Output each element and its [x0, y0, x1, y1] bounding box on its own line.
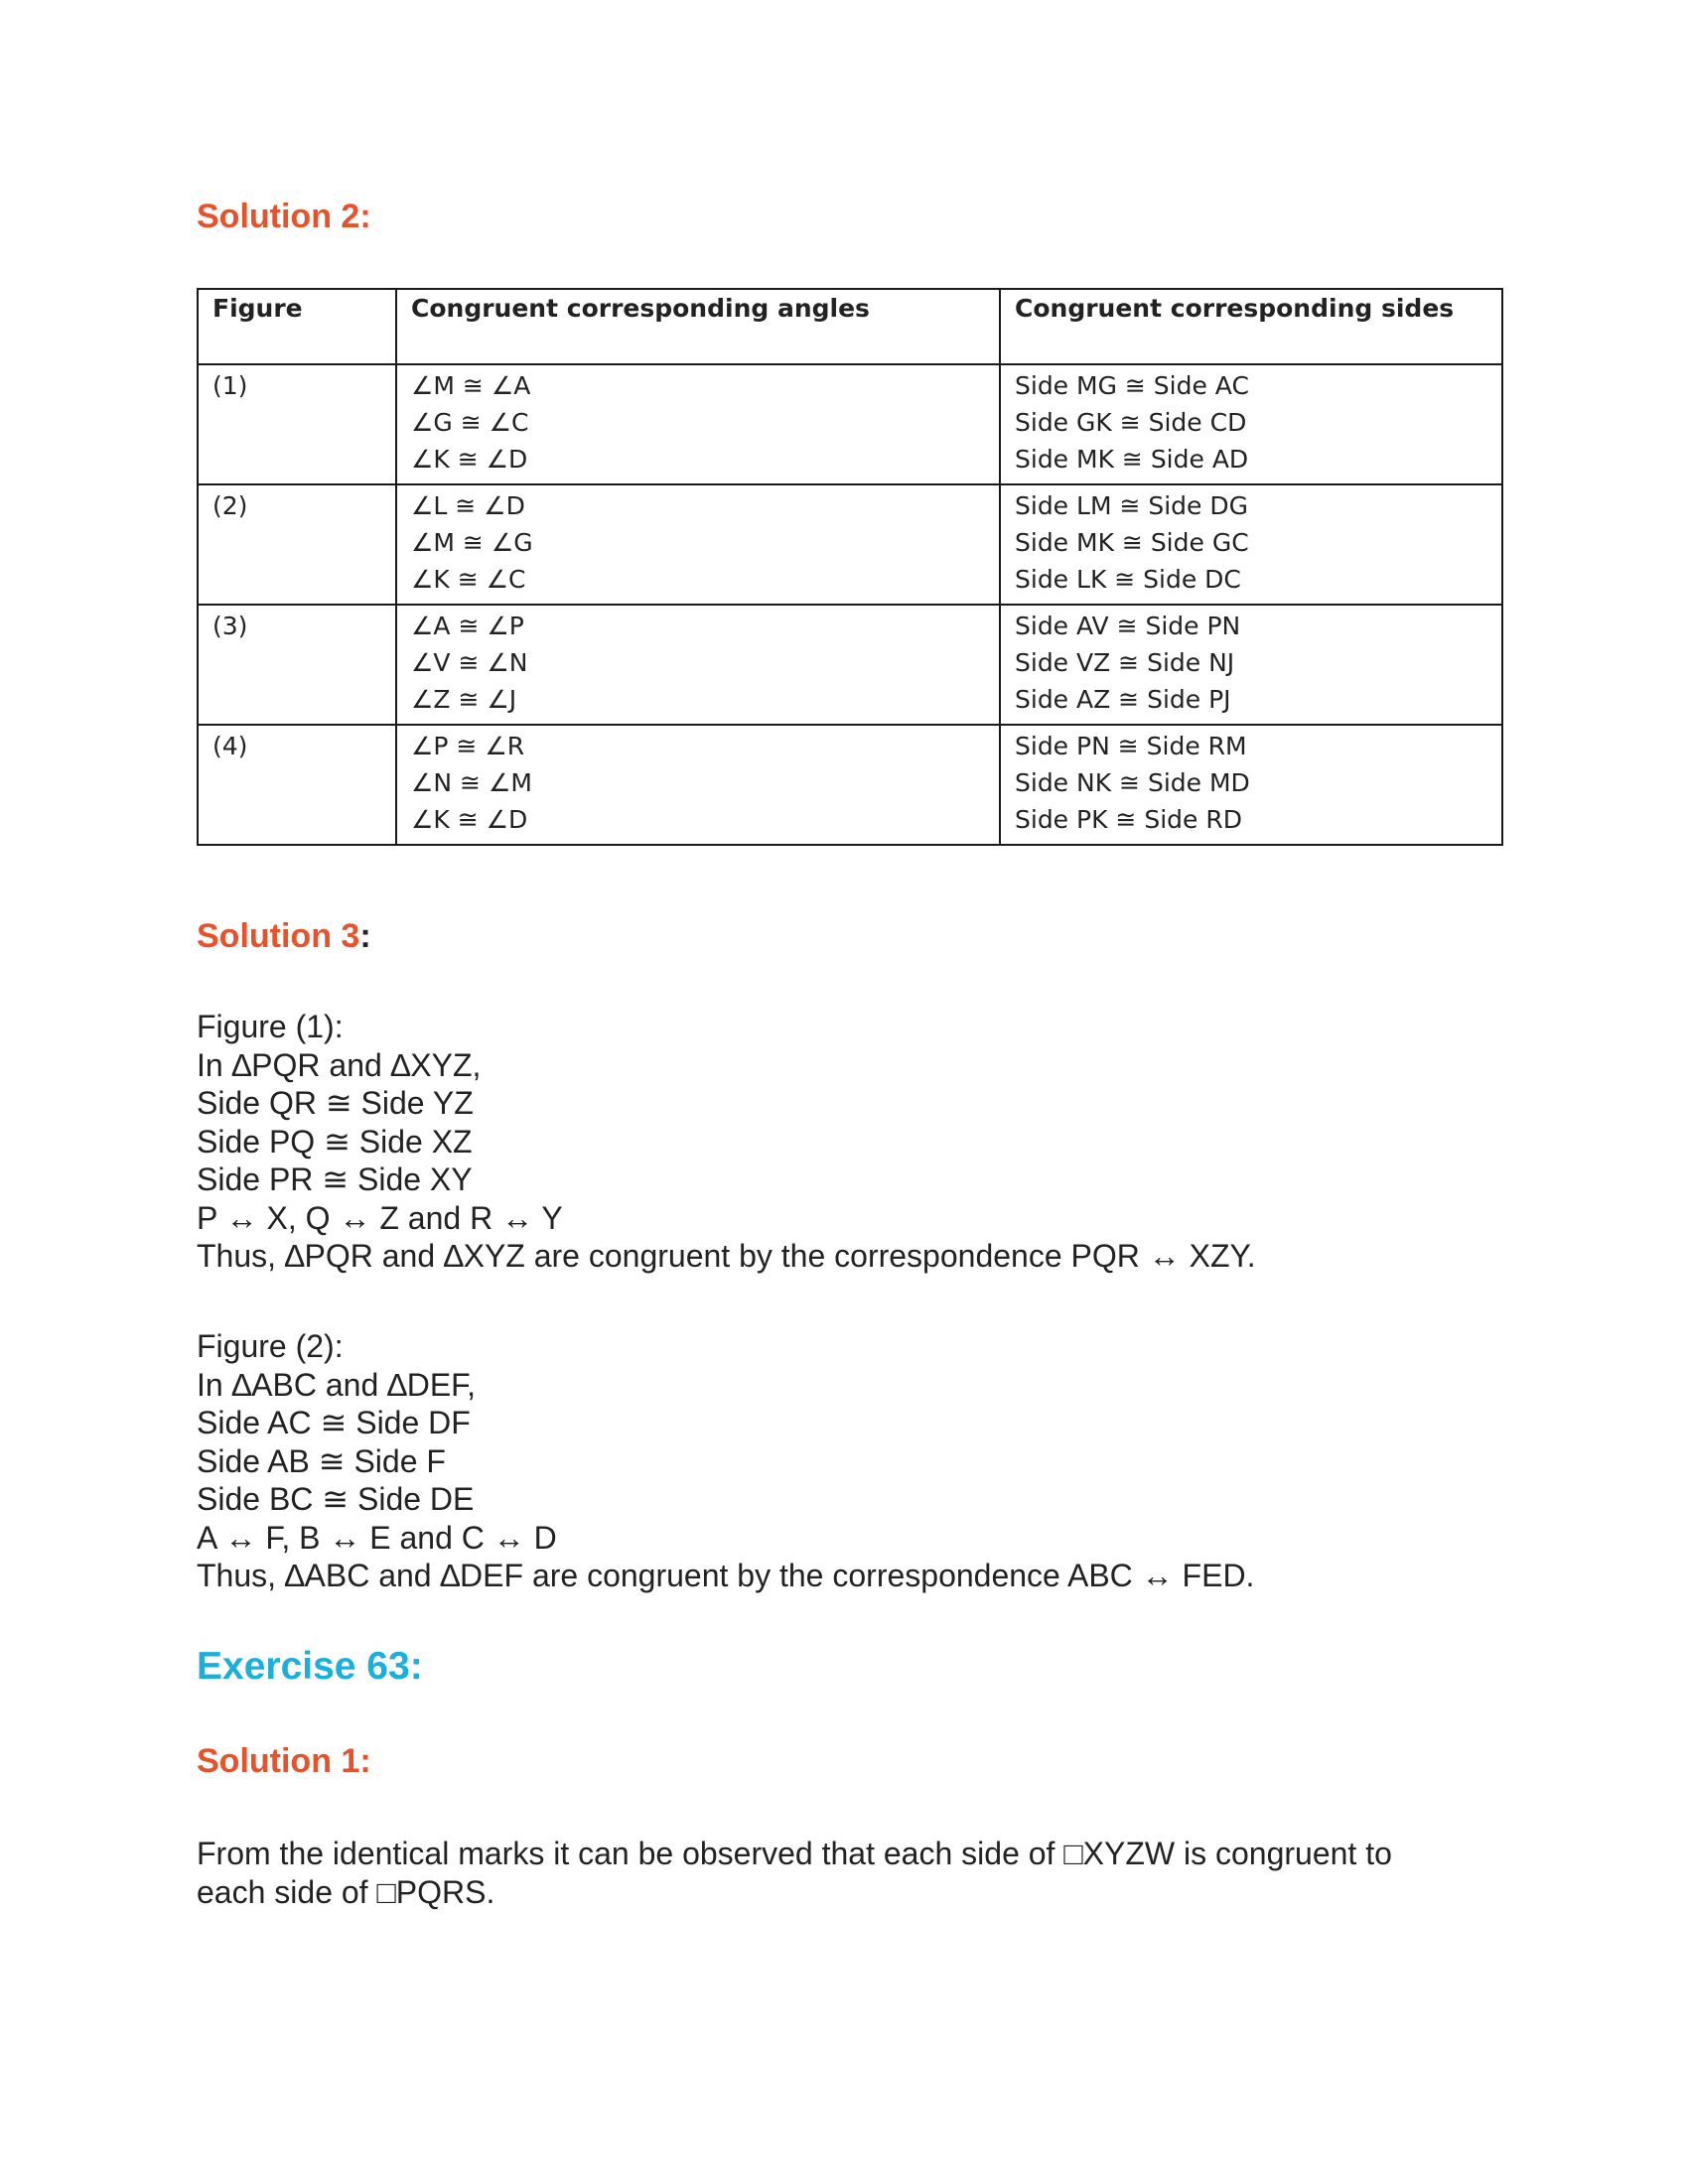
angle-pair: ∠L ≅ ∠D [411, 491, 525, 520]
exercise-63-solution-1-heading: Solution 1: [197, 1742, 371, 1780]
sides-cell [1000, 364, 1502, 484]
angle-pair: ∠M ≅ ∠G [411, 528, 533, 557]
proof-line: Figure (1): [197, 1009, 344, 1044]
side-pair: Side NK ≅ Side MD [1015, 768, 1250, 797]
figure-cell [198, 725, 396, 845]
proof-line: Side PQ ≅ Side XZ [197, 1123, 473, 1160]
angle-pair: ∠G ≅ ∠C [411, 408, 529, 437]
angles-cell [396, 605, 1000, 725]
proof-line: Figure (2): [197, 1328, 344, 1364]
angle-pair: ∠K ≅ ∠C [411, 565, 526, 594]
figure-2-proof [197, 1327, 1547, 1595]
exercise-63-heading: Exercise 63: [197, 1645, 423, 1688]
proof-line: Side AB ≅ Side F [197, 1442, 446, 1479]
figure-cell [198, 364, 396, 484]
figure-label: (2) [212, 491, 248, 520]
paragraph-line: each side of □PQRS. [197, 1873, 495, 1910]
figure-label: (1) [212, 371, 248, 400]
table-row [198, 605, 1502, 725]
table-header-row [198, 289, 1502, 364]
side-pair: Side MG ≅ Side AC [1015, 371, 1249, 400]
angle-pair: ∠A ≅ ∠P [411, 612, 524, 640]
proof-line: Thus, ∆PQR and ∆XYZ are congruent by the correspondence PQR ↔ XZY. [197, 1238, 1256, 1274]
proof-line: In ∆PQR and ∆XYZ, [197, 1046, 482, 1083]
angles-cell [396, 725, 1000, 845]
header-angles: Congruent corresponding angles [396, 289, 1000, 364]
solution-2-heading: Solution 2: [197, 198, 371, 235]
figure-cell [198, 484, 396, 605]
proof-line: Side BC ≅ Side DE [197, 1481, 475, 1517]
sides-cell [1000, 725, 1502, 845]
proof-line: P ↔ X, Q ↔ Z and R ↔ Y [197, 1199, 563, 1236]
table-row [198, 484, 1502, 605]
solution-3-heading [197, 916, 371, 956]
angles-cell [396, 364, 1000, 484]
figure-label: (4) [212, 732, 248, 760]
side-pair: Side PK ≅ Side RD [1015, 805, 1242, 834]
side-pair: Side VZ ≅ Side NJ [1015, 648, 1235, 677]
proof-line: A ↔ F, B ↔ E and C ↔ D [197, 1519, 557, 1556]
proof-line: Side AC ≅ Side DF [197, 1405, 471, 1440]
solution-3-heading-colon: : [359, 917, 371, 955]
side-pair: Side LK ≅ Side DC [1015, 565, 1241, 594]
side-pair: Side AZ ≅ Side PJ [1015, 685, 1231, 714]
congruence-table [197, 288, 1503, 846]
proof-line: Side PR ≅ Side XY [197, 1161, 473, 1197]
sides-cell [1000, 605, 1502, 725]
paragraph-line: From the identical marks it can be observed that each side of □XYZW is congruent to [197, 1836, 1392, 1871]
header-figure: Figure [198, 289, 396, 364]
angle-pair: ∠Z ≅ ∠J [411, 685, 517, 714]
table-row [198, 364, 1502, 484]
figure-1-proof [197, 1008, 1547, 1276]
side-pair: Side GK ≅ Side CD [1015, 408, 1247, 437]
exercise-63-solution-1-text [197, 1835, 1547, 1911]
angle-pair: ∠M ≅ ∠A [411, 371, 531, 400]
angle-pair: ∠K ≅ ∠D [411, 445, 528, 474]
angle-pair: ∠N ≅ ∠M [411, 768, 532, 797]
solution-3-heading-text: Solution 3 [197, 917, 360, 955]
figure-cell [198, 605, 396, 725]
side-pair: Side LM ≅ Side DG [1015, 491, 1248, 520]
sides-cell [1000, 484, 1502, 605]
side-pair: Side MK ≅ Side AD [1015, 445, 1249, 474]
table-row [198, 725, 1502, 845]
header-sides: Congruent corresponding sides [1000, 289, 1502, 364]
proof-line: Thus, ∆ABC and ∆DEF are congruent by the correspondence ABC ↔ FED. [197, 1558, 1255, 1593]
angle-pair: ∠V ≅ ∠N [411, 648, 528, 677]
side-pair: Side AV ≅ Side PN [1015, 612, 1241, 640]
figure-label: (3) [212, 612, 248, 640]
proof-line: In ∆ABC and ∆DEF, [197, 1366, 477, 1403]
angles-cell [396, 484, 1000, 605]
side-pair: Side PN ≅ Side RM [1015, 732, 1247, 760]
angle-pair: ∠K ≅ ∠D [411, 805, 528, 834]
side-pair: Side MK ≅ Side GC [1015, 528, 1249, 557]
angle-pair: ∠P ≅ ∠R [411, 732, 525, 760]
proof-line: Side QR ≅ Side YZ [197, 1085, 474, 1121]
